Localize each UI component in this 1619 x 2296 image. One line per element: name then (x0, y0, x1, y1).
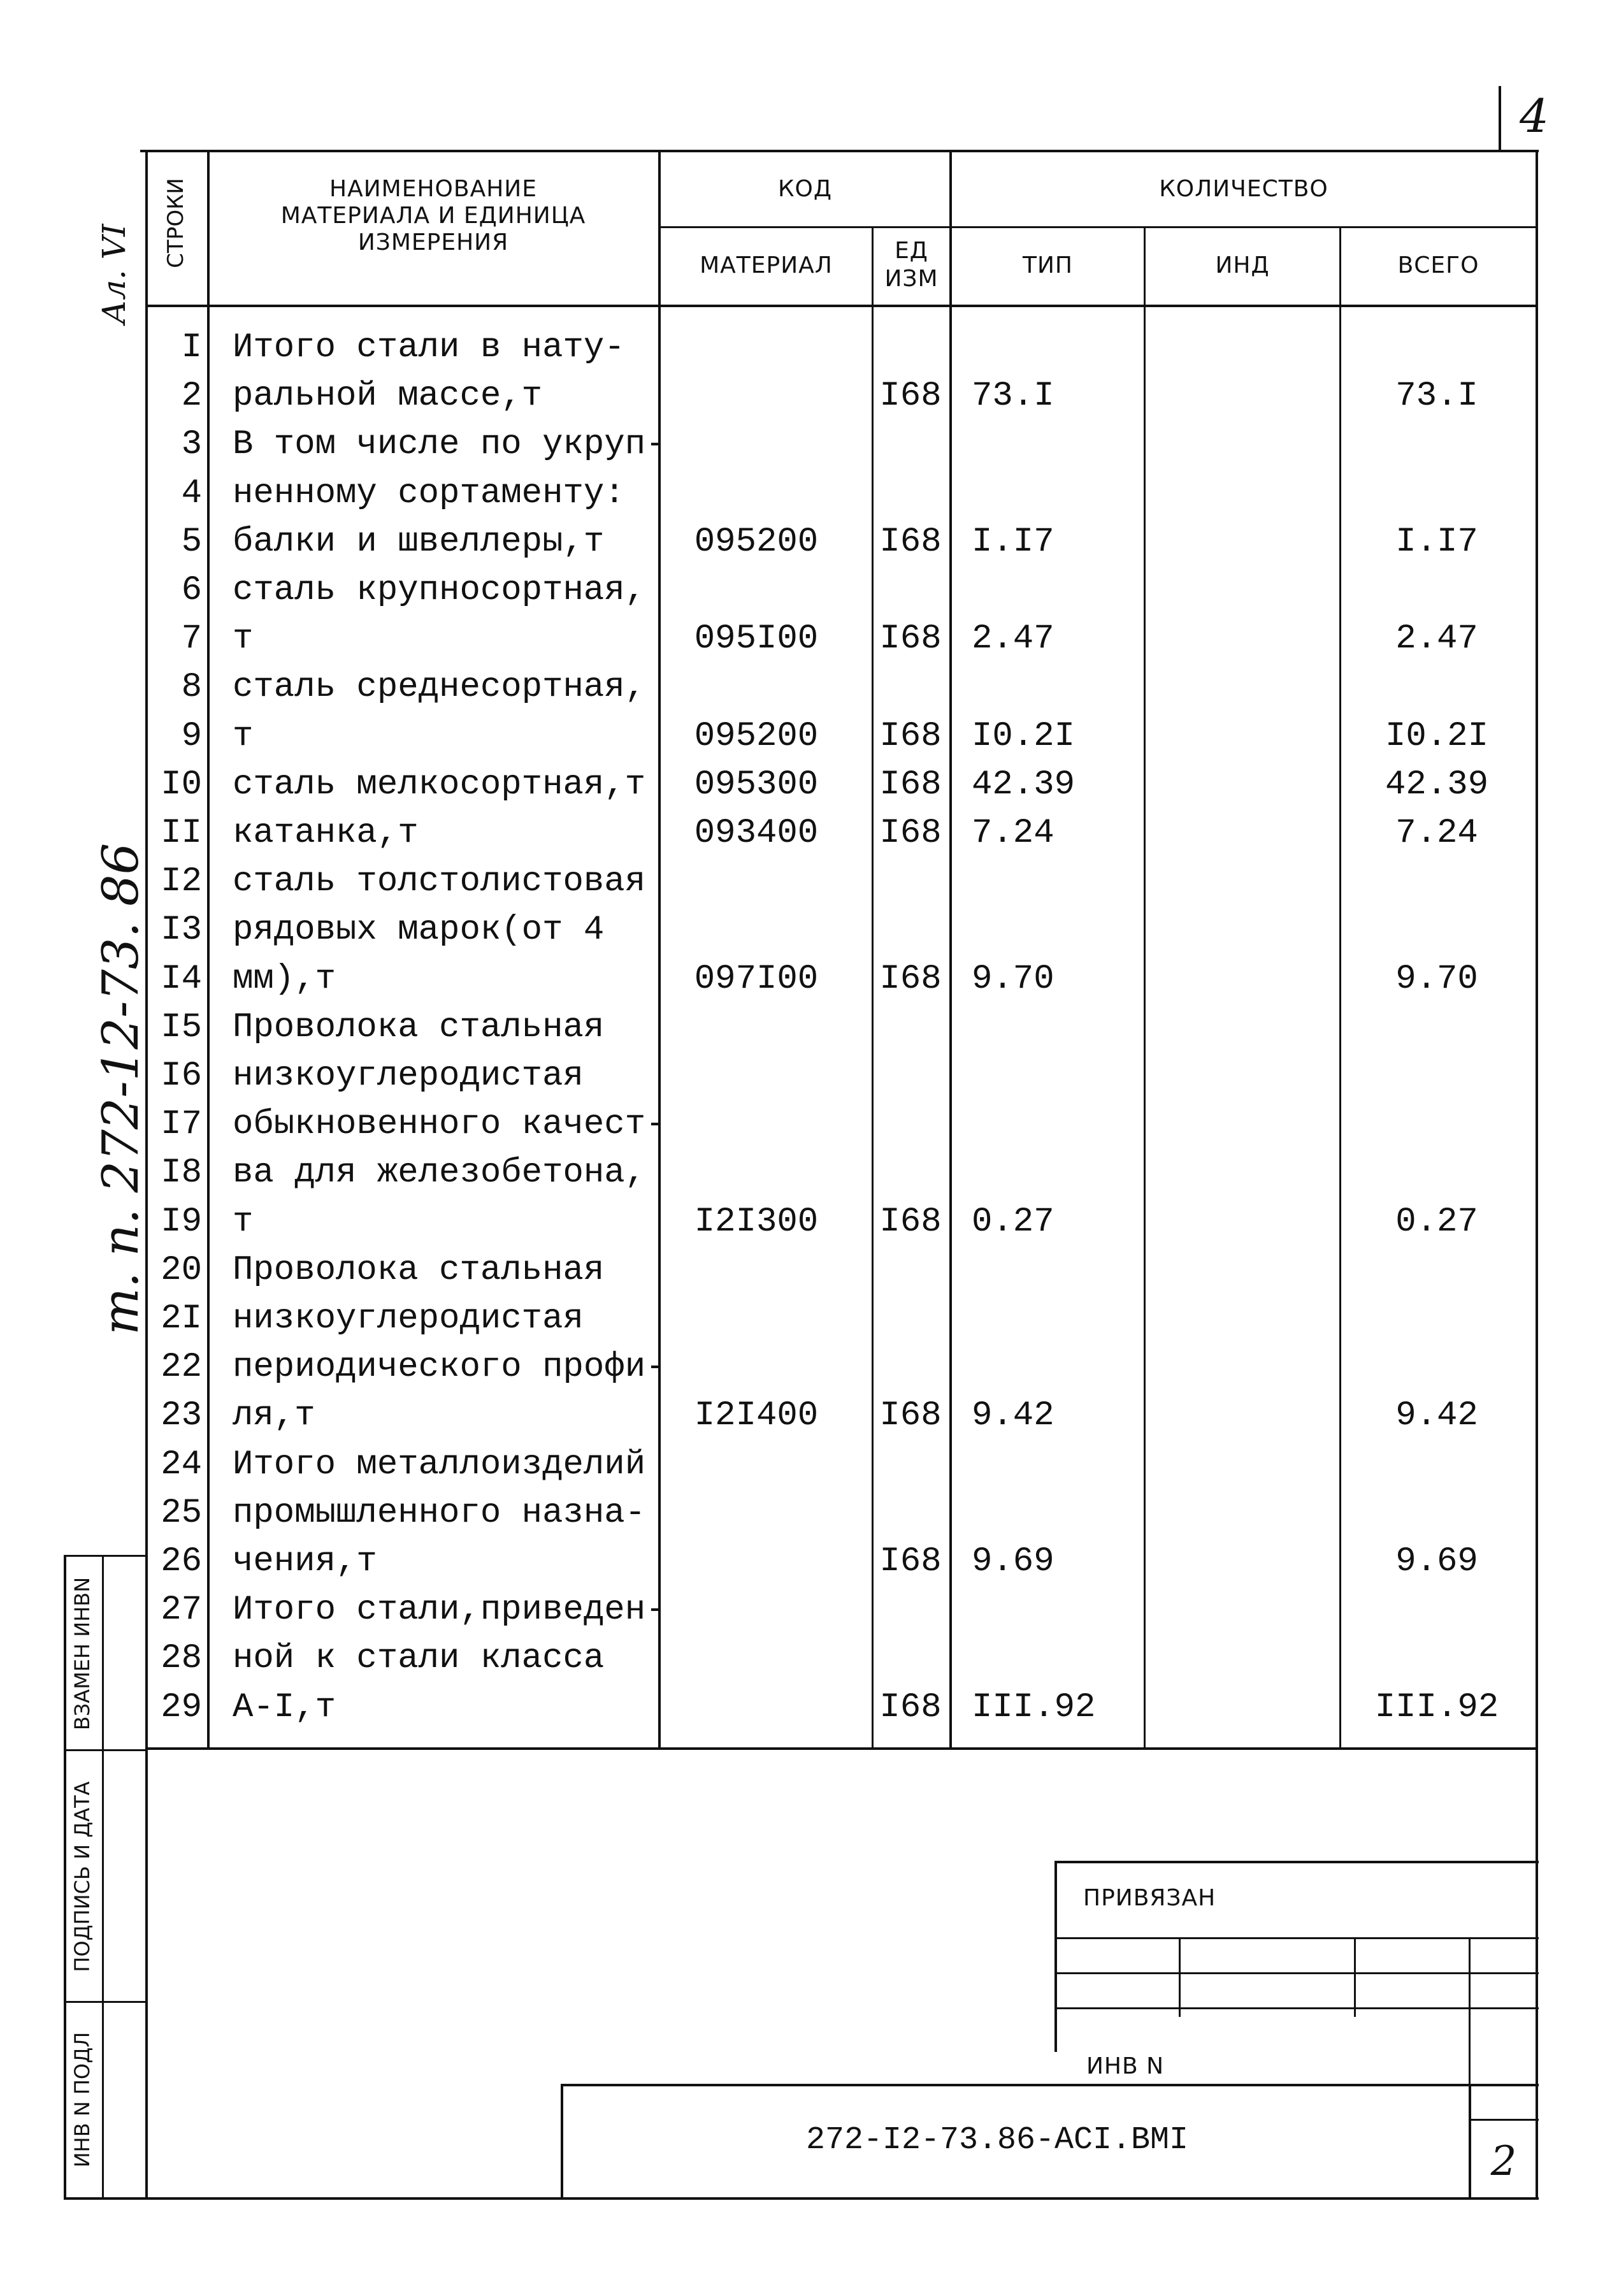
material-name: низкоуглеродистая (233, 1299, 584, 1338)
quantity-total: III.92 (1374, 1688, 1499, 1727)
row-number: I (181, 328, 202, 367)
unit-code: I68 (879, 377, 942, 415)
row-number: I5 (161, 1008, 202, 1047)
material-code: 095200 (694, 717, 819, 756)
material-name: т (233, 717, 254, 756)
material-name: Проволока стальная (233, 1251, 605, 1290)
quantity-total: 42.39 (1385, 765, 1489, 804)
header-rows: СТРОКИ (163, 178, 189, 268)
row-number: I4 (161, 960, 202, 999)
row-number: 23 (161, 1396, 202, 1435)
quantity-type: I0.2I (972, 717, 1076, 756)
material-code: I2I300 (694, 1202, 819, 1241)
margin-podpis: ПОДПИСЬ И ДАТА (70, 1781, 94, 1972)
margin-inv-podl: ИНВ N ПОДЛ (70, 2032, 94, 2168)
quantity-type: 9.69 (972, 1542, 1054, 1581)
row-number: I6 (161, 1057, 202, 1095)
row-number: II (161, 814, 202, 853)
material-name: периодического профи- (233, 1348, 666, 1387)
quantity-type: 9.70 (972, 960, 1054, 999)
material-name: сталь мелкосортная,т (233, 765, 646, 804)
unit-code: I68 (879, 1688, 942, 1727)
row-number: 5 (181, 523, 202, 561)
row-number: I2 (161, 862, 202, 901)
row-number: 9 (181, 717, 202, 756)
material-name: В том числе по укруп- (233, 425, 666, 464)
unit-code: I68 (879, 619, 942, 658)
unit-code: I68 (879, 765, 942, 804)
stamp-privyazan: ПРИВЯЗАН (1083, 1885, 1216, 1911)
material-name: ной к стали класса (233, 1639, 605, 1678)
row-number: 20 (161, 1251, 202, 1290)
row-number: I9 (161, 1202, 202, 1241)
quantity-total: 9.70 (1395, 960, 1478, 999)
unit-code: I68 (879, 814, 942, 853)
side-note-code: т. п. 272-12-73. 86 (92, 842, 150, 1335)
material-name: сталь среднесортная, (233, 668, 646, 707)
material-name: промышленного назна- (233, 1494, 646, 1533)
material-name: Итого стали в нату- (233, 328, 625, 367)
row-number: 4 (181, 474, 202, 513)
unit-code: I68 (879, 1202, 942, 1241)
row-number: I3 (161, 911, 202, 949)
unit-code: I68 (879, 1542, 942, 1581)
quantity-total: I.I7 (1395, 523, 1478, 561)
margin-vzamen: ВЗАМЕН ИНВN (70, 1577, 94, 1731)
row-number: 3 (181, 425, 202, 464)
frame-top (140, 150, 1539, 152)
quantity-total: 9.42 (1395, 1396, 1478, 1435)
row-number: 22 (161, 1348, 202, 1387)
material-name: обыкновенного качест- (233, 1105, 666, 1144)
row-number: 8 (181, 668, 202, 707)
material-code: 095I00 (694, 619, 819, 658)
header-quantity: КОЛИЧЕСТВО (1159, 176, 1328, 202)
header-name: НАИМЕНОВАНИЕ МАТЕРИАЛА И ЕДИНИЦА ИЗМЕРЕНИЯ (280, 176, 586, 256)
material-code: 097I00 (694, 960, 819, 999)
frame-bottom (64, 2197, 1539, 2200)
quantity-total: 0.27 (1395, 1202, 1478, 1241)
document-code: 272-I2-73.86-АСI.ВМI (805, 2122, 1189, 2158)
material-name: Итого металлоизделий (233, 1445, 646, 1484)
quantity-type: 0.27 (972, 1202, 1054, 1241)
material-name: А-I,т (233, 1688, 336, 1727)
material-name: сталь толстолистовая (233, 862, 646, 901)
material-name: мм),т (233, 960, 336, 999)
header-material: МАТЕРИАЛ (700, 252, 833, 278)
sheet-number: 2 (1490, 2138, 1517, 2185)
row-number: 7 (181, 619, 202, 658)
quantity-total: I0.2I (1385, 717, 1489, 756)
header-code: КОД (777, 176, 833, 202)
material-code: 095300 (694, 765, 819, 804)
material-code: 095200 (694, 523, 819, 561)
quantity-total: 9.69 (1395, 1542, 1478, 1581)
material-name: балки и швеллеры,т (233, 523, 605, 561)
quantity-type: III.92 (972, 1688, 1096, 1727)
row-number: 27 (161, 1591, 202, 1629)
material-name: сталь крупносортная, (233, 571, 646, 610)
row-number: 24 (161, 1445, 202, 1484)
row-number: I8 (161, 1153, 202, 1192)
quantity-type: 7.24 (972, 814, 1054, 853)
quantity-total: 2.47 (1395, 619, 1478, 658)
unit-code: I68 (879, 523, 942, 561)
quantity-type: I.I7 (972, 523, 1054, 561)
row-number: 26 (161, 1542, 202, 1581)
header-total: ВСЕГО (1397, 252, 1479, 278)
header-unit: ЕД ИЗМ (884, 238, 939, 292)
row-number: 6 (181, 571, 202, 610)
material-name: чения,т (233, 1542, 377, 1581)
material-name: т (233, 619, 254, 658)
stamp-inv-n: ИНВ N (1086, 2053, 1165, 2079)
row-number: 2 (181, 377, 202, 415)
row-number: I0 (161, 765, 202, 804)
quantity-type: 2.47 (972, 619, 1054, 658)
row-number: 2I (161, 1299, 202, 1338)
quantity-type: 9.42 (972, 1396, 1054, 1435)
frame-right (1536, 150, 1538, 2199)
quantity-total: 7.24 (1395, 814, 1478, 853)
row-number: 28 (161, 1639, 202, 1678)
material-name: Итого стали,приведен- (233, 1591, 666, 1629)
material-name: Проволока стальная (233, 1008, 605, 1047)
unit-code: I68 (879, 960, 942, 999)
quantity-total: 73.I (1395, 377, 1478, 415)
material-name: низкоуглеродистая (233, 1057, 584, 1095)
header-type: ТИП (1023, 252, 1073, 278)
quantity-type: 42.39 (972, 765, 1076, 804)
material-name: ральной массе,т (233, 377, 543, 415)
unit-code: I68 (879, 717, 942, 756)
header-ind: ИНД (1215, 252, 1270, 278)
sheet-mark: 4 (1520, 89, 1549, 143)
unit-code: I68 (879, 1396, 942, 1435)
material-code: I2I400 (694, 1396, 819, 1435)
side-note-top: Ал. VI (96, 224, 133, 324)
material-name: ля,т (233, 1396, 315, 1435)
material-name: рядовых марок(от 4 (233, 911, 605, 949)
row-number: 29 (161, 1688, 202, 1727)
quantity-type: 73.I (972, 377, 1054, 415)
row-number: 25 (161, 1494, 202, 1533)
material-name: ва для железобетона, (233, 1153, 646, 1192)
material-code: 093400 (694, 814, 819, 853)
row-number: I7 (161, 1105, 202, 1144)
material-name: т (233, 1202, 254, 1241)
material-name: катанка,т (233, 814, 419, 853)
material-name: ненному сортаменту: (233, 474, 625, 513)
